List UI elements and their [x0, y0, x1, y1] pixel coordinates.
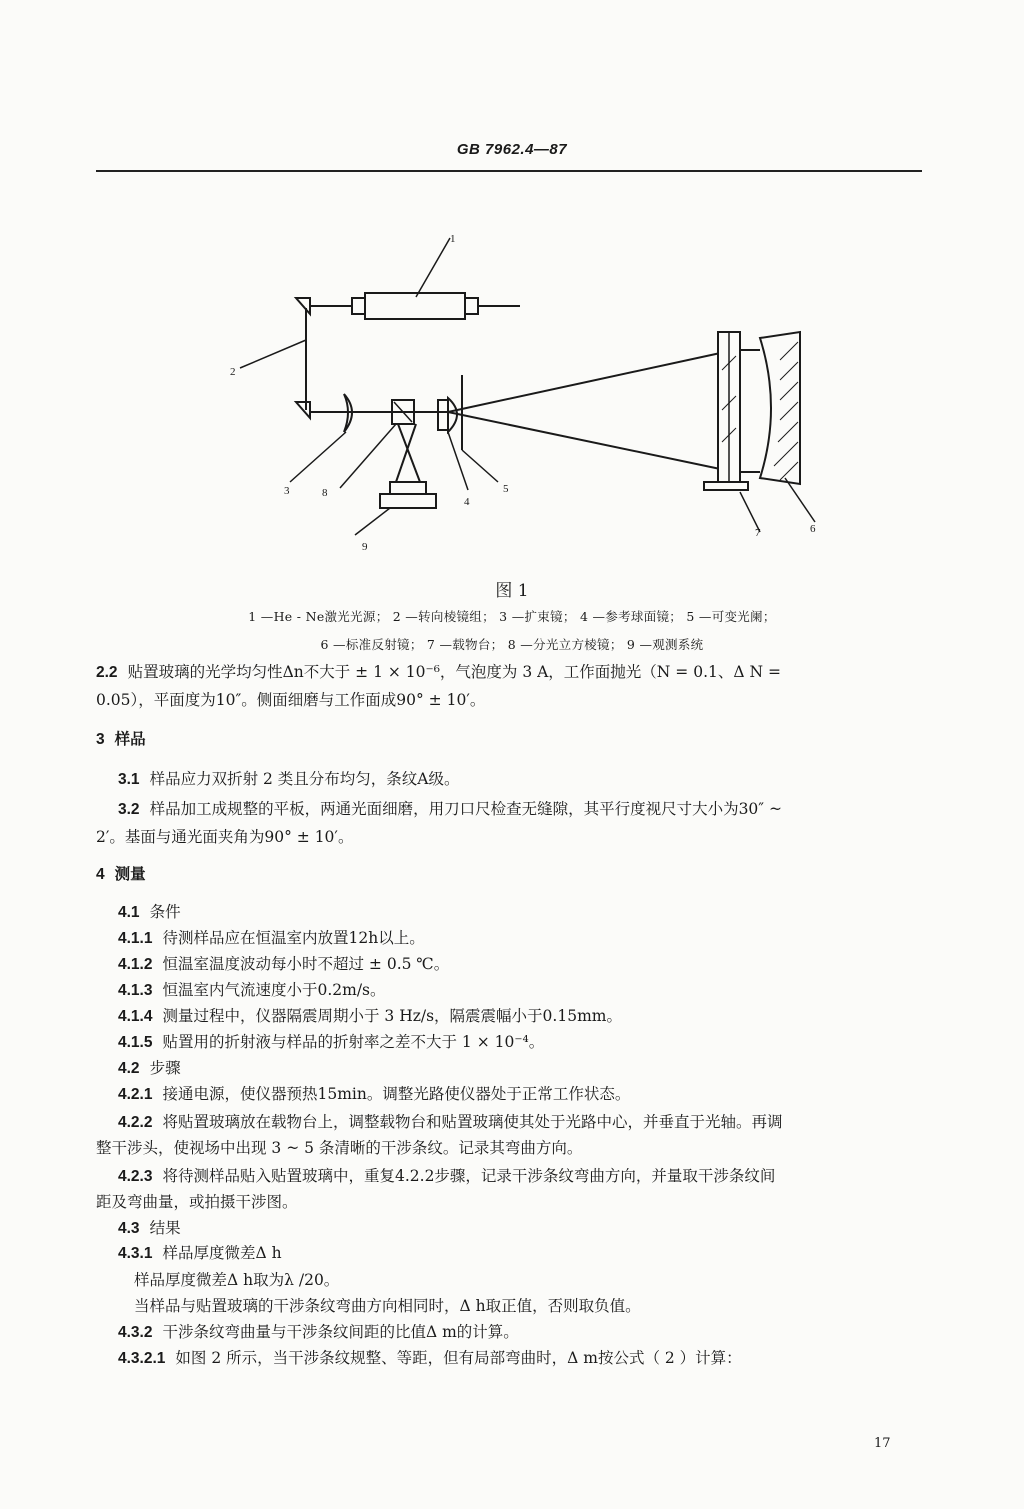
clause-4-3-1-para-1: 样品厚度微差Δ h取为λ /20。	[134, 1271, 340, 1289]
beam-edge-upper	[448, 352, 725, 412]
standard-reflector	[760, 332, 800, 484]
clause-3-2-line-1	[118, 797, 782, 819]
clause-2-2-line-1	[96, 660, 781, 682]
clause-text: 将待测样品贴入贴置玻璃中，重复4.2.2步骤，记录干涉条纹弯曲方向，并量取干涉条纹间	[162, 1167, 776, 1185]
section-title: 样品	[114, 729, 146, 748]
clause-text: 恒温室内气流速度小于0.2m/s。	[162, 981, 386, 999]
clause-text: 干涉条纹弯曲量与干涉条纹间距的比值Δ m的计算。	[162, 1323, 519, 1341]
clause-number: 4.2.1	[118, 1086, 153, 1103]
clause-number: 4.1	[118, 904, 140, 921]
leader-line-2	[240, 340, 306, 368]
clause-number: 2.2	[96, 664, 118, 681]
reference-sphere-mount	[438, 400, 448, 430]
observation-eyepiece	[390, 482, 426, 494]
figure-caption: 图 1	[495, 581, 529, 601]
clause-number: 3.1	[118, 771, 140, 788]
turning-prism-bottom	[296, 402, 310, 418]
leader-line-7	[740, 492, 760, 532]
clause-4-1-5	[118, 1030, 544, 1052]
obs-ray-a	[398, 424, 420, 482]
clause-number: 4.1.3	[118, 982, 153, 999]
turning-prism-top	[296, 298, 310, 314]
clause-text: 如图 2 所示，当干涉条纹规整、等距，但有局部弯曲时，Δ m按公式（ 2 ）计算：	[175, 1349, 742, 1367]
clause-text: 步骤	[149, 1059, 181, 1077]
stage-base	[704, 482, 748, 490]
leader-line-5	[462, 450, 498, 482]
laser-end-cap-left	[352, 298, 365, 314]
header-rule	[96, 170, 922, 172]
clause-number: 4.1.5	[118, 1034, 153, 1051]
observation-system-base	[380, 494, 436, 508]
clause-number: 4.2.2	[118, 1114, 153, 1131]
figure-legend-line-1: 1 —He - Ne激光光源； 2 —转向棱镜组； 3 —扩束镜； 4 —参考球面镜； 5 —可变光阑；	[248, 609, 776, 624]
clause-text: 待测样品应在恒温室内放置12h以上。	[162, 929, 425, 947]
clause-4-2-2-line-1	[118, 1110, 783, 1132]
laser-end-cap-right	[465, 298, 478, 314]
clause-number: 3.2	[118, 801, 140, 818]
leader-line-4	[448, 432, 468, 490]
clause-4-1	[118, 900, 181, 922]
clause-text: 接通电源，使仪器预热15min。调整光路使仪器处于正常工作状态。	[162, 1085, 631, 1103]
figure-legend-line-2: 6 —标准反射镜； 7 —载物台； 8 —分光立方棱镜； 9 —观测系统	[320, 637, 704, 652]
clause-text: 测量过程中，仪器隔震周期小于 3 Hz/s，隔震震幅小于0.15mm。	[162, 1007, 622, 1025]
clause-number: 4.2.3	[118, 1168, 153, 1185]
clause-text: 结果	[149, 1219, 181, 1237]
callout-8: 8	[322, 487, 328, 499]
clause-4-1-1	[118, 926, 425, 948]
callout-2: 2	[230, 366, 236, 378]
section-4-heading	[96, 862, 146, 884]
clause-4-2-3-line-2: 距及弯曲量，或拍摄干涉图。	[96, 1193, 298, 1211]
clause-text: 恒温室温度波动每小时不超过 ± 0.5 ℃。	[162, 955, 450, 973]
clause-2-2-line-2: 0.05），平面度为10″。侧面细磨与工作面成90° ± 10′。	[96, 691, 486, 709]
clause-4-3-1	[118, 1241, 282, 1263]
leader-line-1	[416, 238, 450, 297]
clause-number: 4.2	[118, 1060, 140, 1077]
clause-3-1	[118, 767, 459, 789]
clause-4-2	[118, 1056, 181, 1078]
callout-5: 5	[503, 483, 509, 495]
document-code-header: GB 7962.4—87	[456, 141, 568, 158]
clause-4-2-3-line-1	[118, 1164, 775, 1186]
clause-text: 条件	[149, 903, 181, 921]
clause-number: 4.1.1	[118, 930, 153, 947]
leader-line-9	[355, 508, 390, 535]
clause-4-1-2	[118, 952, 449, 974]
clause-number: 4.1.2	[118, 956, 153, 973]
callout-1: 1	[450, 233, 456, 245]
callout-9: 9	[362, 541, 368, 553]
page-number: 17	[874, 1436, 891, 1451]
clause-text: 样品厚度微差Δ h	[162, 1244, 282, 1262]
clause-number: 4.3.2.1	[118, 1350, 166, 1367]
leader-line-8	[340, 424, 396, 488]
section-3-heading	[96, 727, 146, 749]
leader-line-3	[290, 432, 346, 482]
beam-edge-lower	[448, 412, 725, 470]
obs-ray-b	[396, 424, 416, 482]
clause-4-2-1	[118, 1082, 630, 1104]
clause-number: 4.3.1	[118, 1245, 153, 1262]
callout-7: 7	[755, 527, 761, 539]
clause-4-3-2-1	[118, 1346, 742, 1368]
clause-text: 将贴置玻璃放在载物台上，调整载物台和贴置玻璃使其处于光路中心，并垂直于光轴。再调	[162, 1113, 783, 1131]
clause-4-1-4	[118, 1004, 622, 1026]
clause-text: 贴置玻璃的光学均匀性Δn不大于 ± 1 × 10⁻⁶，气泡度为 3 A，工作面抛光（N = 0.1、Δ N =	[127, 663, 781, 681]
section-number: 3	[96, 731, 105, 748]
clause-4-3	[118, 1216, 181, 1238]
clause-4-1-3	[118, 978, 386, 1000]
clause-number: 4.3	[118, 1220, 140, 1237]
clause-4-2-2-line-2: 整干涉头，使视场中出现 3 ~ 5 条清晰的干涉条纹。记录其弯曲方向。	[96, 1139, 583, 1157]
clause-4-3-1-para-2: 当样品与贴置玻璃的干涉条纹弯曲方向相同时，Δ h取正值，否则取负值。	[134, 1297, 641, 1315]
section-title: 测量	[114, 864, 146, 883]
callout-3: 3	[284, 485, 290, 497]
reference-sphere-lens	[448, 398, 457, 432]
clause-3-2-line-2: 2′。基面与通光面夹角为90° ± 10′。	[96, 828, 354, 846]
he-ne-laser	[365, 293, 465, 319]
clause-text: 样品应力双折射 2 类且分布均匀，条纹A级。	[149, 770, 460, 788]
clause-number: 4.1.4	[118, 1008, 153, 1025]
section-number: 4	[96, 866, 105, 883]
clause-number: 4.3.2	[118, 1324, 153, 1341]
optical-setup-diagram	[220, 220, 840, 560]
callout-4: 4	[464, 496, 470, 508]
clause-text: 贴置用的折射液与样品的折射率之差不大于 1 × 10⁻⁴。	[162, 1033, 545, 1051]
callout-6: 6	[810, 523, 816, 535]
clause-text: 样品加工成规整的平板，两通光面细磨，用刀口尺检查无缝隙，其平行度视尺寸大小为30″ ~	[149, 800, 782, 818]
clause-4-3-2	[118, 1320, 519, 1342]
